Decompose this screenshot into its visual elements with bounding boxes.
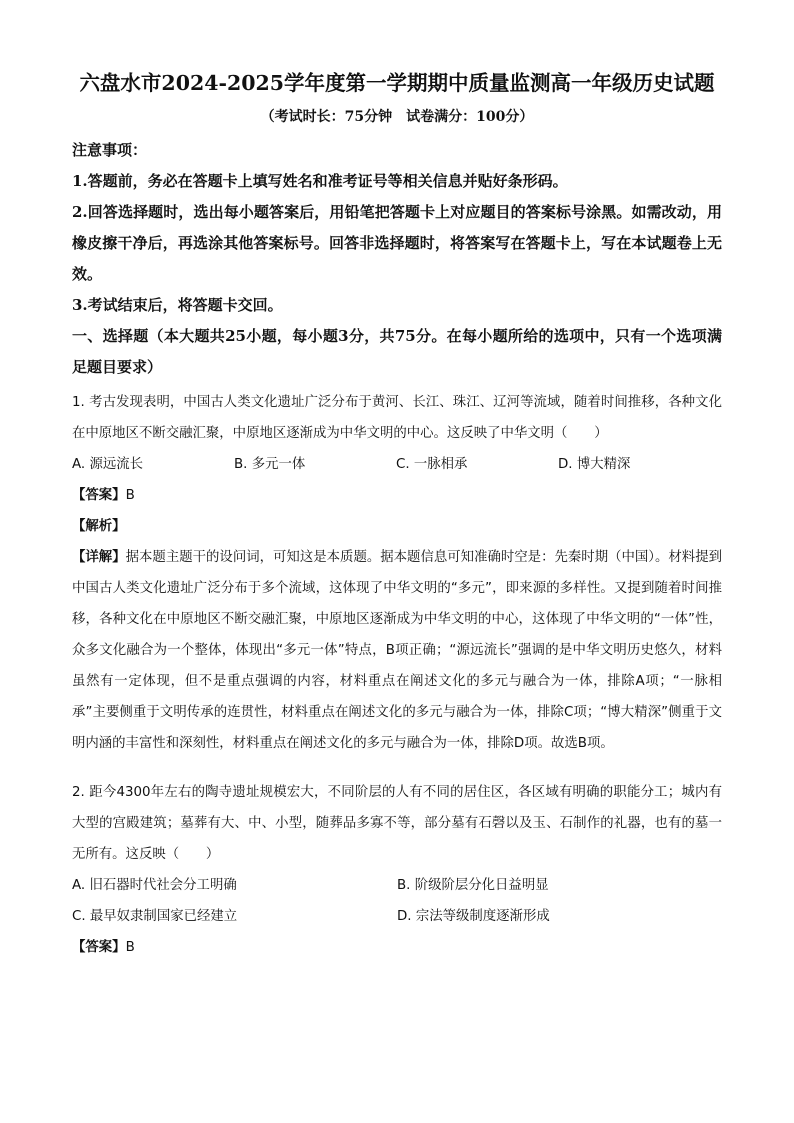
page-title: 六盘水市2024-2025学年度第一学期期中质量监测高一年级历史试题 bbox=[79, 71, 715, 95]
detail-paragraph bbox=[72, 542, 722, 759]
option-d: D. 博大精深 bbox=[558, 457, 631, 472]
answer-line bbox=[72, 932, 722, 963]
analysis-label: 【解析】 bbox=[72, 519, 126, 534]
answer-label: 【答案】 bbox=[72, 488, 126, 503]
question-2 bbox=[72, 777, 722, 963]
option-d: D. 宗法等级制度逐渐形成 bbox=[397, 909, 550, 924]
option-c: C. 一脉相承 bbox=[396, 457, 468, 472]
detail-text: 据本题主题干的设问词，可知这是本质题。据本题信息可知准确时空是：先秦时期（中国）。材料提到中国古人类文化遗址广泛分布于多个流域，这体现了中华文明的“多元”，即来源的多样性。又提到随着时间推移，各种文化在中原地区不断交融汇聚，中原地区逐渐成为中华文明的中心，这体现了中华文明的“一体”性，众多文化融合为一个整体，体现出“多元一体”特点，B项正确；“源远流长”强调的是中华文明历史悠久，材料虽然有一定体现，但不是重点强调的内容，材料重点在阐述文化的多元与融合为一体，排除A项；“一脉相承”主要侧重于文明传承的连贯性，材料重点在阐述文化的多元与融合为一体，排除C项；“博大精深”侧重于文明内涵的丰富性和深刻性，材料重点在阐述文化的多元与融合为一体，排除D项。故选B项。 bbox=[72, 550, 722, 751]
detail-label: 【详解】 bbox=[72, 550, 126, 565]
option-a: A. 源远流长 bbox=[72, 457, 143, 472]
answer-value: B bbox=[125, 940, 135, 955]
section-heading: 一、选择题（本大题共25小题，每小题3分，共75分。在每小题所给的选项中，只有一个选项满足题目要求） bbox=[72, 327, 722, 376]
analysis-label-line bbox=[72, 511, 722, 542]
option-b: B. 多元一体 bbox=[234, 457, 306, 472]
option-a: A. 旧石器时代社会分工明确 bbox=[72, 878, 237, 893]
notice-item-2: 2.回答选择题时，选出每小题答案后，用铅笔把答题卡上对应题目的答案标号涂黑。如需改动，用橡皮擦干净后，再选涂其他答案标号。回答非选择题时，将答案写在答题卡上，写在本试题卷上无效。 bbox=[72, 203, 722, 283]
option-c: C. 最早奴隶制国家已经建立 bbox=[72, 909, 238, 924]
notice-heading: 注意事项： bbox=[72, 141, 148, 159]
question-gap bbox=[72, 759, 722, 777]
notice-item-1: 1.答题前，务必在答题卡上填写姓名和准考证号等相关信息并贴好条形码。 bbox=[72, 172, 568, 190]
answer-label: 【答案】 bbox=[72, 940, 126, 955]
options-row bbox=[72, 449, 722, 480]
answer-value: B bbox=[125, 488, 135, 503]
option-b: B. 阶级阶层分化日益明显 bbox=[397, 878, 549, 893]
answer-line bbox=[72, 480, 722, 511]
exam-duration-info: （考试时长：75分钟 试卷满分：100分） bbox=[260, 109, 534, 125]
question-1 bbox=[72, 387, 722, 759]
notice-item-3: 3.考试结束后，将答题卡交回。 bbox=[72, 296, 283, 314]
options-row-2 bbox=[72, 901, 722, 932]
options-row-1 bbox=[72, 870, 722, 901]
question-stem: 1. 考古发现表明，中国古人类文化遗址广泛分布于黄河、长江、珠江、辽河等流域，随着时间推移，各种文化在中原地区不断交融汇聚，中原地区逐渐成为中华文明的中心。这反映了中华文明（ ） bbox=[72, 395, 722, 441]
question-stem: 2. 距今4300年左右的陶寺遗址规模宏大，不同阶层的人有不同的居住区，各区域有明确的职能分工；城内有大型的宫殿建筑；墓葬有大、中、小型，随葬品多寡不等，部分墓有石磬以及玉、石制作的礼器，也有的墓一无所有。这反映（ ） bbox=[72, 785, 722, 862]
notice-block bbox=[72, 135, 722, 321]
